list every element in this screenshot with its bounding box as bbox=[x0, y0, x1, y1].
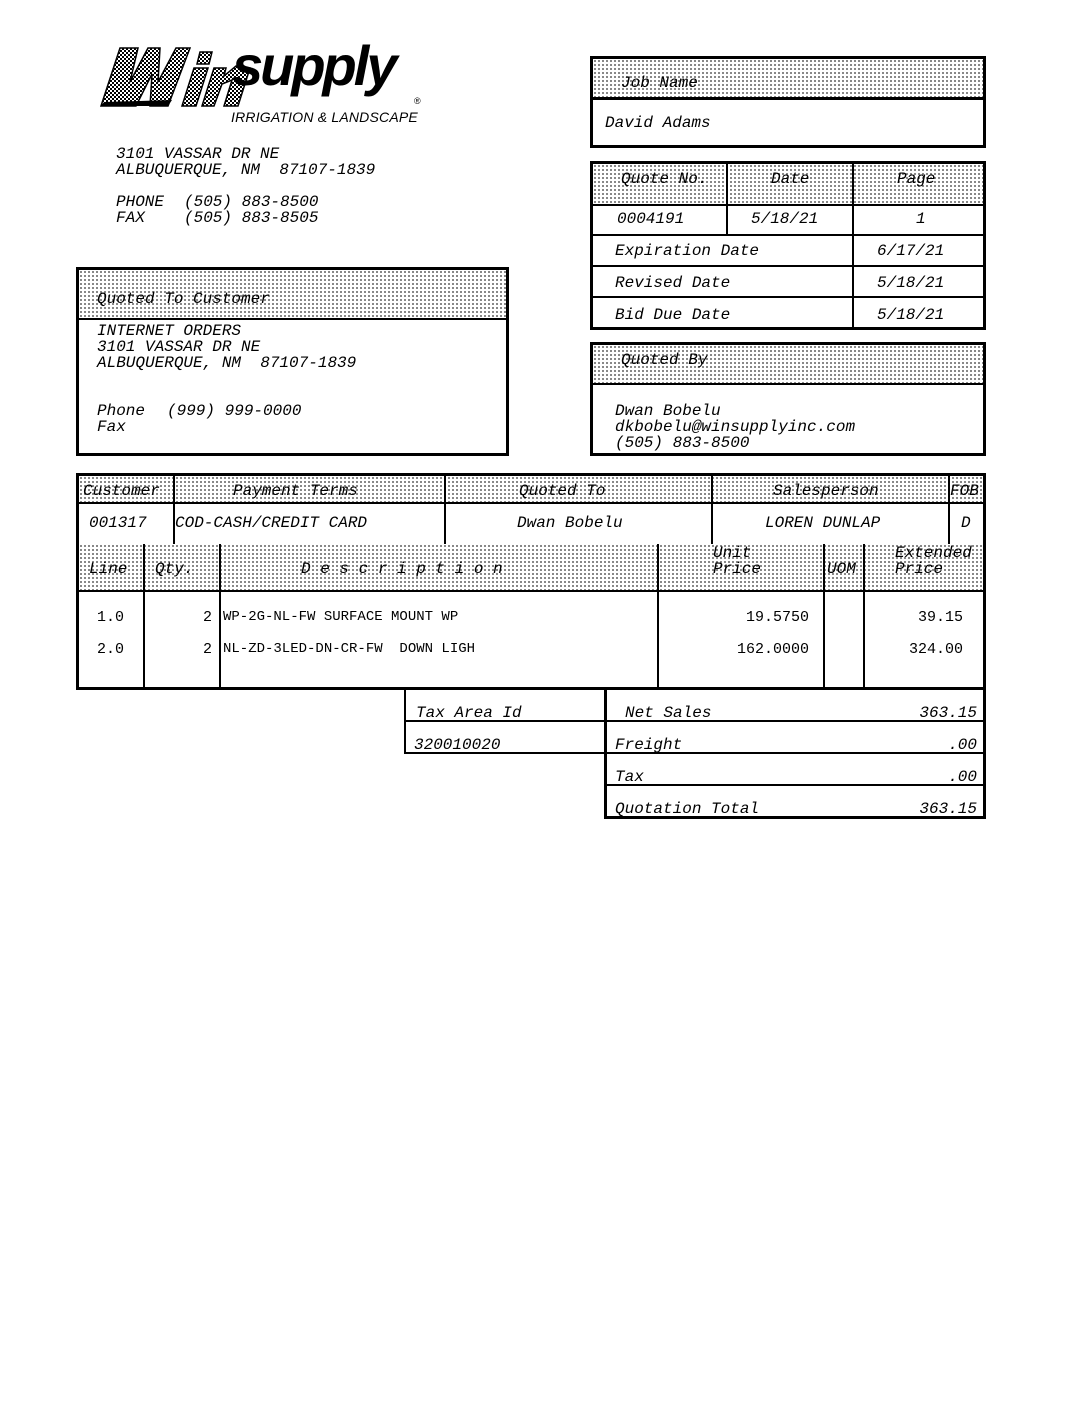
terms-header-fob: FOB bbox=[950, 482, 979, 500]
row-line: 1.0 bbox=[97, 609, 125, 626]
customer-line3: ALBUQUERQUE, NM 87107-1839 bbox=[97, 354, 357, 372]
quoted-by-email: dkbobelu@winsupplyinc.com bbox=[615, 418, 856, 436]
items-header-ext-top: Extended bbox=[895, 544, 972, 562]
bid-due-label: Bid Due Date bbox=[615, 306, 731, 324]
terms-quoted-to-value: Dwan Bobelu bbox=[517, 514, 623, 532]
row-extended: 39.15 bbox=[917, 609, 963, 626]
row-description: NL-ZD-3LED-DN-CR-FW DOWN LIGH bbox=[223, 641, 476, 657]
items-header-unit-top: Unit bbox=[713, 544, 752, 562]
company-fax-label: FAX bbox=[116, 209, 145, 227]
freight-value: .00 bbox=[948, 736, 977, 754]
company-phone: (505) 883-8500 bbox=[184, 193, 319, 211]
company-address-line2: ALBUQUERQUE, NM 87107-1839 bbox=[116, 161, 376, 179]
company-address-line1: 3101 VASSAR DR NE bbox=[116, 145, 280, 163]
quoted-by-box bbox=[590, 342, 986, 456]
items-header-unit-bottom: Price bbox=[713, 560, 762, 578]
customer-phone: (999) 999-0000 bbox=[167, 402, 302, 420]
quoted-by-label: Quoted By bbox=[621, 351, 708, 369]
page-label: Page bbox=[897, 170, 936, 188]
quoted-to-customer-box bbox=[76, 267, 509, 456]
customer-fax-label: Fax bbox=[97, 418, 126, 436]
page-value: 1 bbox=[916, 210, 926, 228]
freight-label: Freight bbox=[615, 736, 683, 754]
items-table bbox=[76, 544, 986, 690]
quotation-total-label: Quotation Total bbox=[615, 800, 760, 818]
tax-label: Tax bbox=[615, 768, 644, 786]
row-extended: 324.00 bbox=[908, 641, 963, 658]
job-name-label: Job Name bbox=[621, 74, 698, 92]
job-name-box bbox=[590, 56, 986, 148]
customer-label: Quoted To Customer bbox=[97, 290, 270, 308]
totals-box bbox=[604, 690, 986, 819]
quote-no-value: 0004191 bbox=[617, 210, 685, 228]
terms-table bbox=[76, 473, 986, 547]
logo-supply-text: supply bbox=[232, 34, 395, 97]
net-sales-label: Net Sales bbox=[625, 704, 712, 722]
items-header-line: Line bbox=[89, 560, 128, 578]
company-tagline: IRRIGATION & LANDSCAPE bbox=[231, 109, 418, 125]
terms-header-customer: Customer bbox=[83, 482, 160, 500]
terms-header-quoted-to: Quoted To bbox=[519, 482, 606, 500]
expiration-value: 6/17/21 bbox=[877, 242, 945, 260]
tax-area-label: Tax Area Id bbox=[416, 704, 522, 722]
company-fax: (505) 883-8505 bbox=[184, 209, 319, 227]
company-phone-label: PHONE bbox=[116, 193, 165, 211]
job-name-value: David Adams bbox=[605, 114, 711, 132]
row-line: 2.0 bbox=[97, 641, 125, 658]
row-qty: 2 bbox=[203, 609, 213, 626]
tax-area-box bbox=[404, 690, 606, 754]
tax-area-value: 320010020 bbox=[414, 736, 501, 754]
date-value: 5/18/21 bbox=[751, 210, 819, 228]
row-qty: 2 bbox=[203, 641, 213, 658]
row-description: WP-2G-NL-FW SURFACE MOUNT WP bbox=[223, 609, 459, 625]
date-label: Date bbox=[771, 170, 810, 188]
customer-line2: 3101 VASSAR DR NE bbox=[97, 338, 261, 356]
customer-phone-label: Phone bbox=[97, 402, 146, 420]
quoted-by-phone: (505) 883-8500 bbox=[615, 434, 750, 452]
revised-value: 5/18/21 bbox=[877, 274, 945, 292]
row-unit-price: 19.5750 bbox=[745, 609, 809, 626]
quotation-total-value: 363.15 bbox=[919, 800, 977, 818]
quoted-by-name: Dwan Bobelu bbox=[615, 402, 721, 420]
row-unit-price: 162.0000 bbox=[736, 641, 809, 658]
net-sales-value: 363.15 bbox=[919, 704, 977, 722]
items-header-ext-bottom: Price bbox=[895, 560, 944, 578]
expiration-label: Expiration Date bbox=[615, 242, 760, 260]
items-header-description: D e s c r i p t i o n bbox=[301, 560, 503, 578]
quote-no-label: Quote No. bbox=[621, 170, 708, 188]
quote-info-box bbox=[590, 161, 986, 330]
bid-due-value: 5/18/21 bbox=[877, 306, 945, 324]
revised-label: Revised Date bbox=[615, 274, 731, 292]
items-header-uom: UOM bbox=[827, 560, 856, 578]
terms-customer-value: 001317 bbox=[89, 514, 147, 532]
terms-payment-value: COD-CASH/CREDIT CARD bbox=[175, 514, 368, 532]
terms-fob-value: D bbox=[961, 514, 971, 532]
items-header-qty: Qty. bbox=[155, 560, 194, 578]
terms-header-salesperson: Salesperson bbox=[773, 482, 879, 500]
tax-value: .00 bbox=[948, 768, 977, 786]
terms-salesperson-value: LOREN DUNLAP bbox=[765, 514, 881, 532]
customer-line1: INTERNET ORDERS bbox=[97, 322, 242, 340]
terms-header-payment: Payment Terms bbox=[233, 482, 358, 500]
registered-mark: ® bbox=[414, 96, 421, 106]
